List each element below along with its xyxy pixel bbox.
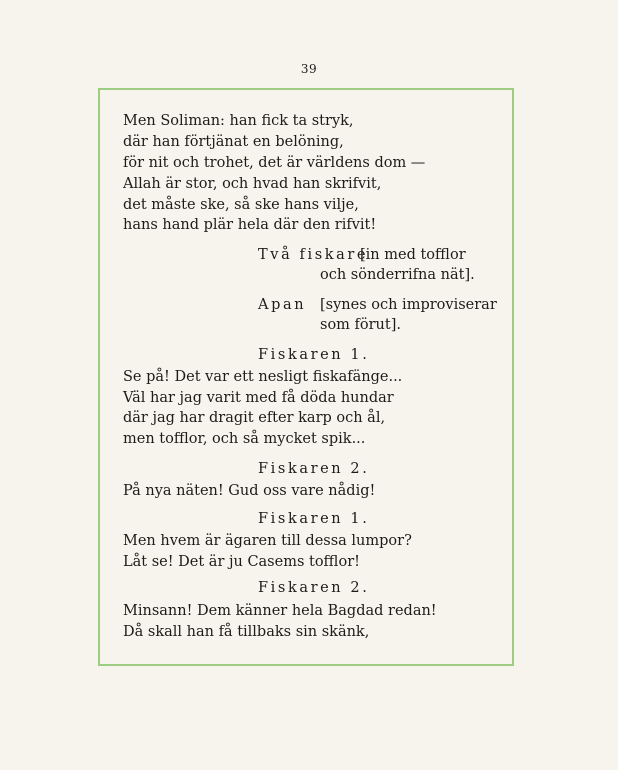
speaker-name: Fiskaren 2. [258,461,370,477]
speech-line: Minsann! Dem känner hela Bagdad redan! [123,603,437,619]
verse-line: Allah är stor, och hvad han skrifvit, [123,176,382,192]
speaker-name: Fiskaren 1. [258,511,370,527]
speech-line: Låt se! Det är ju Casems tofflor! [123,554,360,570]
speech-line: men tofflor, och så mycket spik... [123,431,366,447]
speech-line: Men hvem är ägaren till dessa lumpor? [123,533,412,549]
stage-direction-text: som förut]. [320,317,401,333]
verse-line: det måste ske, så ske hans vilje, [123,197,359,213]
speech-line: Då skall han få tillbaks sin skänk, [123,624,370,640]
speaker-name: Fiskaren 1. [258,347,370,363]
speech-line: Se på! Det var ett nesligt fiskafänge... [123,369,403,385]
speech-line: På nya näten! Gud oss vare nådig! [123,483,376,499]
speaker-name: Fiskaren 2. [258,580,370,596]
verse-line: hans hand plär hela där den rifvit! [123,217,377,233]
stage-direction-text: och sönderrifna nät]. [320,267,475,283]
speaker-name: Apan [258,297,307,313]
verse-line: Men Soliman: han fick ta stryk, [123,113,354,129]
verse-line: för nit och trohet, det är världens dom — [123,155,426,171]
verse-line: där han förtjänat en belöning, [123,134,344,150]
speech-line: Väl har jag varit med få döda hundar [123,390,394,406]
stage-direction-text: [in med tofflor [360,247,466,263]
stage-direction-text: [synes och improviserar [320,297,497,313]
speech-line: där jag har dragit efter karp och ål, [123,410,386,426]
speaker-name: Två fiskare [258,247,369,263]
page-number: 39 [300,62,318,76]
